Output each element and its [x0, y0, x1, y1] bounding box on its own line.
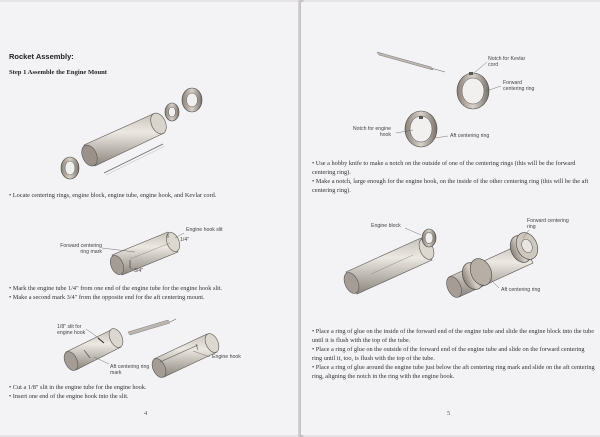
label-forward-centering-ring: Forward centering ring: [503, 80, 535, 92]
bullet-mark-tube: • Mark the engine tube 1/4" from one end of the engine tube for the engine hook slit.: [9, 285, 223, 292]
right-page: [301, 2, 600, 435]
engine-block-ring: [422, 229, 436, 247]
label-forward-centering-ring-mark: Forward centering ring mark: [60, 243, 102, 255]
label-aft-centering-ring: Aft centering ring: [450, 133, 490, 139]
page-number-left: 4: [144, 410, 148, 417]
page-number-right: 5: [447, 410, 451, 417]
bullet-notch-inside: • Make a notch, large enough for the engine hook, on the inside of the other centering ring (this will be the aft centering ring).: [312, 178, 589, 194]
bullet-forward-ring-glue: • Place a ring of glue on the outside of the forward end of the engine tube and slide on the forward centering ring until it, too, is flush with the top of the tube.: [312, 346, 585, 362]
left-page: [0, 2, 300, 435]
bullet-notch-outside: • Use a hobby knife to make a notch on the outside of one of the centering rings (this will be the forward centering ring).: [312, 160, 576, 176]
label-engine-hook-slit: Engine hook slit: [186, 227, 223, 233]
label-engine-block: Engine block: [371, 223, 401, 229]
bullet-aft-ring-glue: • Place a ring of glue around the engine tube just below the aft centering ring mark and slide on the aft centering ring, aligning the notch in the ring with the engine hook.: [312, 364, 595, 380]
label-notch-engine-hook: Notch for engine hook: [352, 126, 391, 138]
bullet-locate: • Locate centering rings, engine block, engine tube, engine hook, and Kevlar cord.: [9, 192, 217, 199]
label-eighth-slit: 1/8" slit for engine hook: [57, 324, 86, 336]
bullet-cut-slit: • Cut a 1/8" slit in the engine tube for the engine hook.: [9, 384, 147, 391]
bullet-second-mark: • Make a second mark 3/4" from the opposite end for the aft centering mount.: [9, 294, 205, 301]
label-forward-centering-ring-assembly: Forward centering ring: [527, 218, 569, 230]
bullet-insert-hook: • Insert one end of the engine hook into the slit.: [9, 393, 129, 400]
label-aft-centering-ring-assembly: Aft centering ring: [501, 287, 541, 293]
step-title: Step 1 Assemble the Engine Mount: [9, 69, 107, 76]
label-engine-hook: Engine hook: [212, 354, 241, 360]
bullet-engine-block-glue: • Place a ring of glue on the inside of the forward end of the engine tube and slide the engine block into the tube until it is flush with the top of the tube.: [312, 328, 594, 344]
section-title: Rocket Assembly:: [9, 52, 74, 61]
label-notch-kevlar: Notch for Kevlar cord: [488, 56, 526, 68]
label-aft-centering-ring-mark: Aft centering ring mark: [110, 364, 150, 376]
label-three-quarter-inch: 3/4": [134, 268, 144, 274]
label-quarter-inch: 1/4": [180, 237, 190, 243]
